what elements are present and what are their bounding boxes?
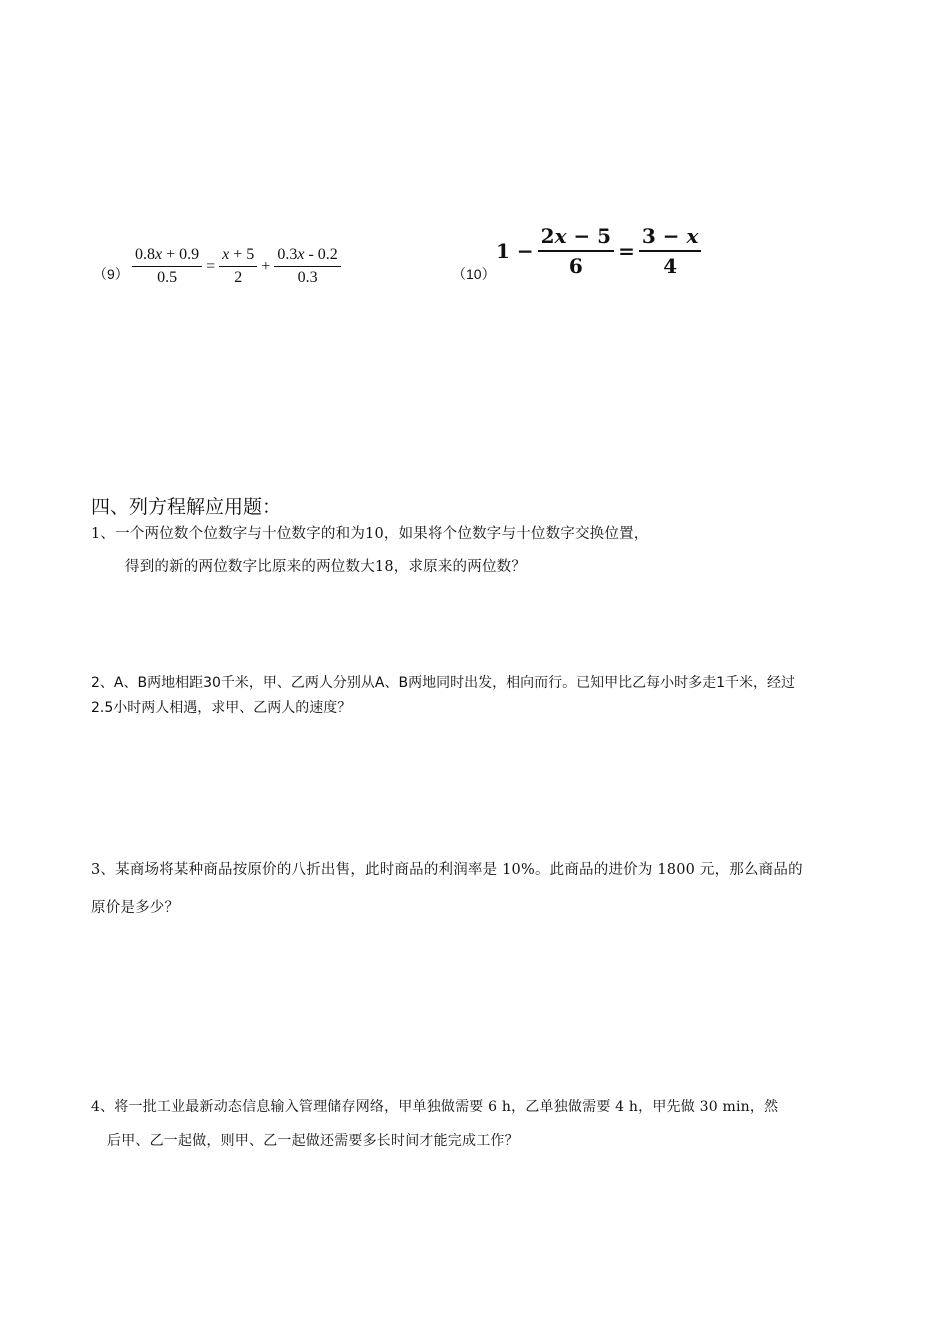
question-4-line-1: 4、将一批工业最新动态信息输入管理储存网络，甲单独做需要 6 h，乙单独做需要 4 h，甲先做 30 min，然 — [91, 1099, 779, 1115]
equals-sign: = — [206, 257, 216, 275]
fraction-numerator — [639, 224, 702, 252]
equation-9-fraction-1 — [132, 246, 202, 287]
equation-10-label: （10） — [452, 266, 496, 282]
fraction-denominator: 0.3 — [297, 269, 318, 286]
equation-10 — [496, 224, 701, 278]
fraction-numerator — [538, 224, 614, 252]
numerator-term: + 0.9 — [162, 246, 200, 263]
question-3-line-1: 3、某商场将某种商品按原价的八折出售，此时商品的利润率是 10%。此商品的进价为 1800 元，那么商品的 — [91, 862, 803, 878]
fraction-denominator: 6 — [568, 254, 583, 278]
numerator-coefficient: 2 — [540, 224, 555, 248]
question-2-line-2: 2.5小时两人相遇，求甲、乙两人的速度？ — [91, 700, 352, 716]
equation-9-label: （9） — [93, 266, 129, 282]
equation-9-fraction-3 — [274, 246, 340, 287]
fraction-numerator — [219, 246, 257, 267]
equals-sign: = — [618, 239, 635, 263]
question-4-line-2: 后甲、乙一起做，则甲、乙一起做还需要多长时间才能完成工作？ — [107, 1133, 519, 1149]
numerator-coefficient: 0.8 — [135, 246, 155, 263]
variable-x: x — [155, 246, 163, 263]
fraction-denominator: 2 — [234, 269, 243, 286]
equation-9-fraction-2 — [219, 246, 257, 287]
question-3-line-2: 原价是多少？ — [91, 900, 180, 916]
equation-10-fraction-1 — [538, 224, 614, 278]
plus-sign: + — [261, 257, 271, 275]
numerator-term: 3 − — [641, 224, 687, 248]
section-heading: 四、列方程解应用题： — [91, 496, 282, 518]
variable-x: x — [222, 246, 230, 263]
question-1-line-1: 1、一个两位数个位数字与十位数字的和为10，如果将个位数字与十位数字交换位置， — [91, 526, 649, 542]
fraction-denominator: 4 — [663, 254, 678, 278]
equation-9 — [132, 246, 341, 287]
numerator-term: + 5 — [229, 246, 255, 263]
question-1-line-2: 得到的新的两位数字比原来的两位数大18，求原来的两位数？ — [125, 559, 527, 575]
fraction-denominator: 0.5 — [157, 269, 178, 286]
variable-x: x — [686, 224, 699, 248]
question-2-line-1: 2、A、B两地相距30千米，甲、乙两人分别从A、B两地同时出发，相向而行。已知甲比乙每小时多走1千米，经过 — [91, 675, 795, 691]
equation-10-fraction-2 — [639, 224, 702, 278]
equation-10-lead: 1 − — [496, 239, 534, 263]
fraction-numerator — [274, 246, 340, 267]
numerator-coefficient: 0.3 — [277, 246, 298, 263]
variable-x: x — [297, 246, 305, 263]
numerator-term: − 5 — [566, 224, 612, 248]
fraction-numerator — [132, 246, 202, 267]
variable-x: x — [554, 224, 567, 248]
numerator-term: - 0.2 — [304, 246, 338, 263]
